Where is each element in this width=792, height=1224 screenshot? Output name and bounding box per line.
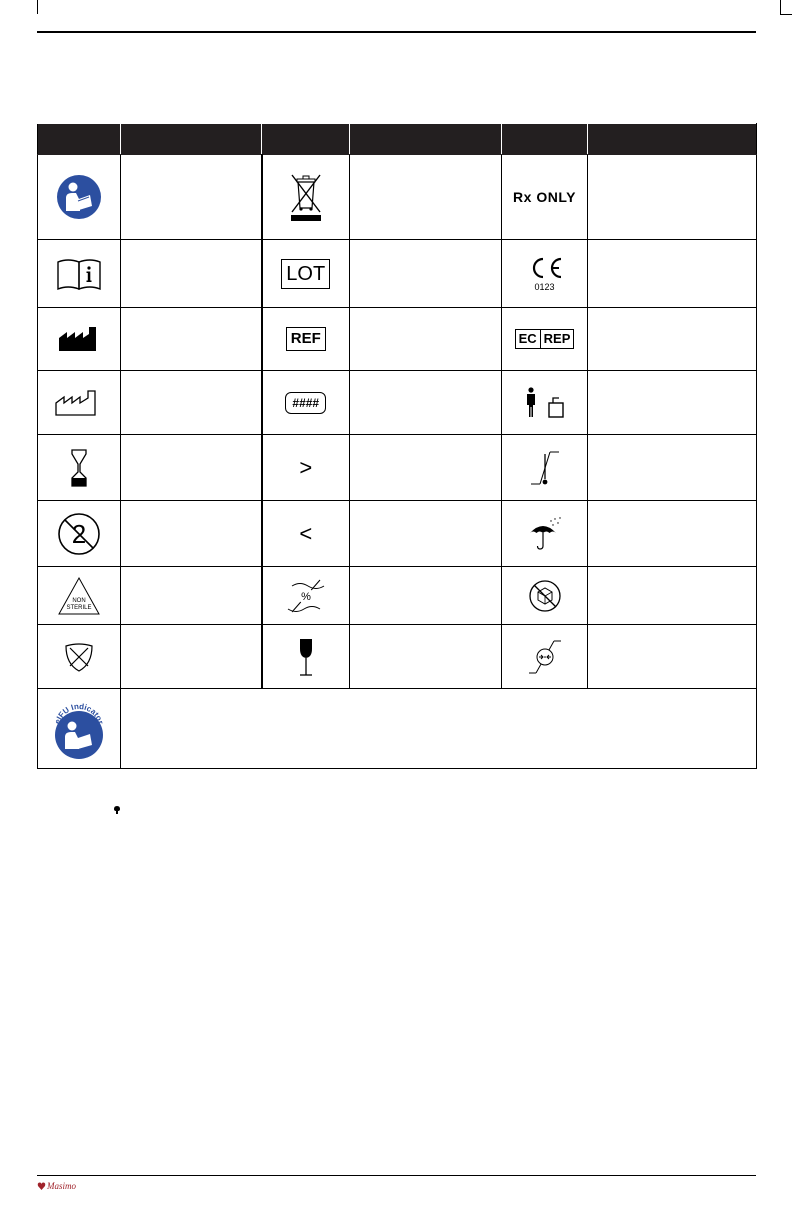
atmospheric-pressure-icon	[527, 637, 563, 677]
header-cell	[38, 124, 121, 155]
symbol-cell	[262, 625, 350, 689]
table-row	[38, 567, 757, 625]
do-not-reuse-number: 2	[71, 518, 87, 549]
description-cell	[350, 240, 502, 308]
symbol-cell	[38, 155, 121, 240]
humidity-limit-icon	[286, 576, 326, 616]
lot-icon	[281, 259, 330, 289]
symbol-cell	[262, 567, 350, 625]
description-cell	[588, 567, 757, 625]
rx-only-label: Rx ONLY	[513, 189, 576, 205]
description-cell	[121, 308, 262, 371]
humidity-percent: %	[300, 590, 311, 603]
symbol-cell	[502, 625, 588, 689]
description-cell	[588, 308, 757, 371]
serial-number-icon	[285, 392, 326, 414]
description-cell	[350, 308, 502, 371]
description-cell	[350, 567, 502, 625]
use-by-hourglass-icon	[70, 448, 88, 488]
symbols-table	[37, 123, 757, 769]
description-cell	[121, 371, 262, 435]
eifu-indicator-icon	[52, 695, 106, 763]
temperature-limit-icon	[530, 448, 560, 488]
description-cell	[588, 371, 757, 435]
table-row	[38, 435, 757, 501]
symbol-cell	[262, 501, 350, 567]
description-cell	[350, 155, 502, 240]
table-row	[38, 689, 757, 769]
greater-than-symbol: >	[299, 454, 313, 480]
header-cell	[121, 124, 262, 155]
footer-rule	[37, 1175, 756, 1176]
header-cell	[502, 124, 588, 155]
date-of-manufacture-icon	[55, 389, 103, 417]
keep-dry-umbrella-icon	[527, 516, 563, 552]
description-cell-wide	[121, 689, 757, 769]
latex-free-icon	[62, 640, 96, 674]
consult-instructions-icon	[56, 257, 102, 291]
crop-mark-top-right	[780, 0, 781, 14]
description-cell	[588, 155, 757, 240]
do-not-reuse-icon	[57, 512, 101, 556]
description-cell	[588, 501, 757, 567]
symbol-cell	[262, 371, 350, 435]
symbol-cell	[262, 155, 350, 240]
header-cell	[588, 124, 757, 155]
table-row	[38, 371, 757, 435]
header-rule	[37, 31, 756, 33]
rep-label: REP	[543, 331, 571, 346]
description-cell	[121, 567, 262, 625]
table-row	[38, 501, 757, 567]
ce-notified-body: 0123	[534, 281, 555, 292]
description-cell	[121, 240, 262, 308]
symbol-cell	[38, 308, 121, 371]
non-sterile-line2: STERILE	[66, 604, 92, 611]
ref-label: REF	[290, 330, 321, 347]
header-cell	[262, 124, 350, 155]
symbol-cell	[502, 240, 588, 308]
table-row	[38, 155, 757, 240]
description-cell	[121, 625, 262, 689]
non-sterile-line1: NON	[72, 597, 86, 604]
ce-mark-icon	[525, 256, 565, 284]
description-cell	[121, 501, 262, 567]
ref-icon	[286, 327, 326, 351]
description-cell	[121, 155, 262, 240]
symbol-cell	[262, 240, 350, 308]
less-than-symbol: <	[299, 520, 313, 546]
serial-label: ####	[292, 395, 320, 410]
brand-name: Masimo	[47, 1181, 76, 1191]
footnote-marker-icon	[113, 802, 121, 820]
ec-rep-icon	[515, 329, 575, 349]
symbol-cell	[38, 501, 121, 567]
table-header-row	[38, 124, 757, 155]
symbol-cell	[502, 371, 588, 435]
symbol-cell	[502, 501, 588, 567]
description-cell	[350, 625, 502, 689]
description-cell	[588, 240, 757, 308]
symbol-cell	[38, 240, 121, 308]
symbol-cell	[502, 155, 588, 240]
description-cell	[588, 625, 757, 689]
manufacturer-icon	[58, 326, 100, 352]
crop-mark-top-left	[37, 0, 38, 14]
symbol-cell	[502, 435, 588, 501]
fragile-glass-icon	[296, 635, 316, 679]
symbol-cell	[262, 435, 350, 501]
follow-instructions-icon	[56, 174, 102, 220]
description-cell	[350, 371, 502, 435]
symbol-cell	[262, 308, 350, 371]
symbol-cell	[38, 689, 121, 769]
patient-weight-icon	[523, 387, 567, 419]
symbol-cell	[38, 435, 121, 501]
description-cell	[350, 501, 502, 567]
table-row	[38, 625, 757, 689]
symbol-cell	[502, 567, 588, 625]
footer-logo	[37, 1181, 76, 1191]
do-not-use-if-damaged-icon	[528, 579, 562, 613]
description-cell	[121, 435, 262, 501]
symbol-cell	[38, 371, 121, 435]
description-cell	[588, 435, 757, 501]
header-cell	[350, 124, 502, 155]
table-row	[38, 240, 757, 308]
lot-label: LOT	[286, 262, 326, 285]
non-sterile-icon	[57, 576, 101, 616]
description-cell	[350, 435, 502, 501]
crop-mark-right-h	[780, 14, 792, 15]
eifu-label: eIFU Indicator	[52, 701, 106, 725]
ec-label: EC	[516, 330, 541, 348]
symbol-cell	[38, 625, 121, 689]
weee-bin-icon	[289, 171, 323, 223]
symbol-cell	[38, 567, 121, 625]
table-row	[38, 308, 757, 371]
symbol-cell	[502, 308, 588, 371]
masimo-logo-icon	[37, 1181, 46, 1191]
